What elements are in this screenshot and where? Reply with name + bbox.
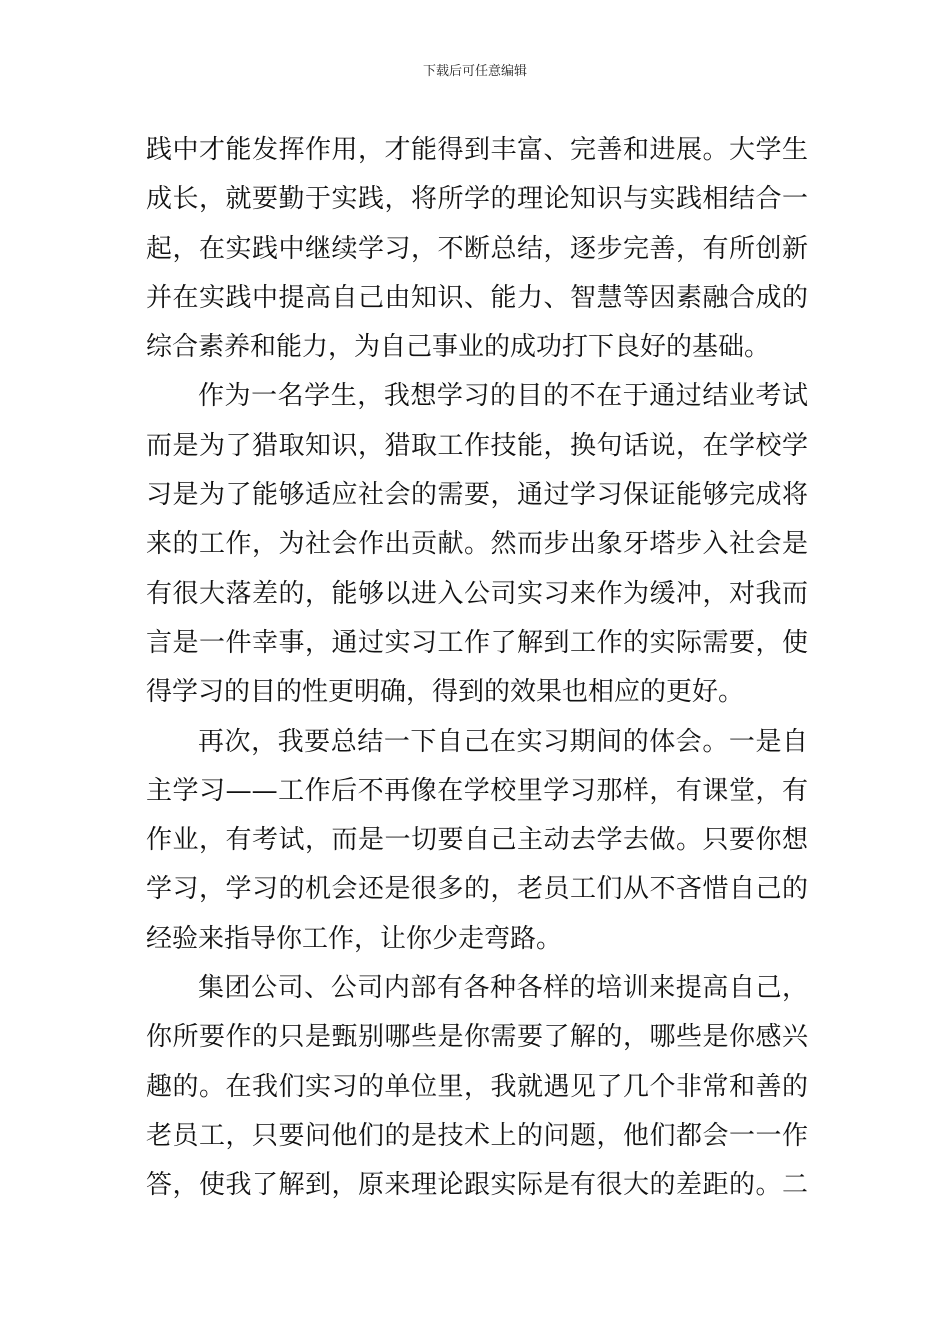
text-line: 成长，就要勤于实践，将所学的理论知识与实践相结合一 <box>146 184 808 215</box>
text-line: 作为一名学生，我想学习的目的不在于通过结业考试 <box>198 381 808 412</box>
text-line: 言是一件幸事，通过实习工作了解到工作的实际需要，使 <box>146 627 808 658</box>
text-line: 有很大落差的，能够以进入公司实习来作为缓冲，对我而 <box>146 578 808 609</box>
text-line: 答，使我了解到，原来理论跟实际是有很大的差距的。二 <box>146 1170 808 1201</box>
text-line: 经验来指导你工作，让你少走弯路。 <box>146 923 563 954</box>
paragraph-3 <box>146 718 808 964</box>
text-line: 老员工，只要问他们的是技术上的问题，他们都会一一作 <box>146 1120 808 1151</box>
text-line: 践中才能发挥作用，才能得到丰富、完善和进展。大学生 <box>146 135 808 165</box>
text-line: 习是为了能够适应社会的需要，通过学习保证能够完成将 <box>146 480 808 511</box>
document-body <box>146 126 808 1211</box>
text-line: 而是为了猎取知识，猎取工作技能，换句话说，在学校学 <box>146 430 808 461</box>
paragraph-2 <box>146 372 808 717</box>
text-line: 并在实践中提高自己由知识、能力、智慧等因素融合成的 <box>146 282 808 313</box>
paragraph-1 <box>146 126 808 372</box>
text-line: 作业，有考试，而是一切要自己主动去学去做。只要你想 <box>146 825 808 856</box>
text-line: 得学习的目的性更明确，得到的效果也相应的更好。 <box>146 677 745 708</box>
text-line: 起，在实践中继续学习，不断总结，逐步完善，有所创新 <box>146 233 808 264</box>
text-line: 你所要作的只是甄别哪些是你需要了解的，哪些是你感兴 <box>146 1022 808 1053</box>
text-line: 再次，我要总结一下自己在实习期间的体会。一是自 <box>198 726 808 757</box>
page-header: 下载后可任意编辑 <box>422 64 527 79</box>
text-line: 集团公司、公司内部有各种各样的培训来提高自己， <box>198 973 808 1004</box>
text-line: 学习，学习的机会还是很多的，老员工们从不吝惜自己的 <box>146 874 808 905</box>
text-line: 来的工作，为社会作出贡献。然而步出象牙塔步入社会是 <box>146 529 808 560</box>
text-line: 主学习——工作后不再像在学校里学习那样，有课堂，有 <box>146 775 808 806</box>
text-line: 综合素养和能力，为自己事业的成功打下良好的基础。 <box>146 332 771 363</box>
paragraph-4 <box>146 964 808 1210</box>
text-line: 趣的。在我们实习的单位里，我就遇见了几个非常和善的 <box>146 1071 808 1102</box>
